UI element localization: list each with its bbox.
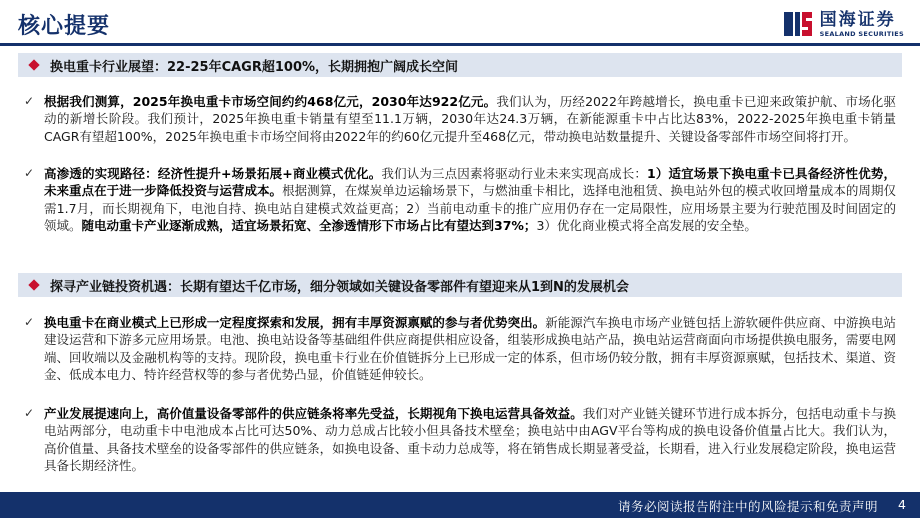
paragraph-body: 3）优化商业模式将全高发展的安全垫。 xyxy=(536,217,757,233)
paragraph-emphasis: 1）适宜场景下换电重卡已具备经济性优势，未来重点在于进一步降低投资与运营成本。 xyxy=(44,166,897,199)
slide-header xyxy=(0,0,920,46)
paragraph-market-size xyxy=(24,93,896,145)
section-heading-text: 探寻产业链投资机遇：长期有望达千亿市场，细分领域如关键设备零部件有望迎来从1到N的发展机会 xyxy=(50,280,629,295)
logo-chinese-name: 国海证券 xyxy=(819,9,896,30)
sealand-logo-icon xyxy=(782,8,814,40)
paragraph-lead: 换电重卡在商业模式上已形成一定程度探索和发展，拥有丰厚资源禀赋的参与者优势突出。 xyxy=(44,315,546,330)
slide-footer xyxy=(0,492,920,518)
section-heading-text: 换电重卡行业展望：22-25年CAGR超100%，长期拥抱广阔成长空间 xyxy=(50,60,459,75)
checkmark-icon: ✓ xyxy=(24,406,35,420)
paragraph-body: 我们认为三点因素将驱动行业未来实现高成长： xyxy=(381,166,648,181)
page-number: 4 xyxy=(898,497,906,512)
paragraph-supply-chain xyxy=(24,405,896,474)
company-logo xyxy=(782,6,904,42)
paragraph-penetration-path xyxy=(24,165,896,234)
section-heading-investment xyxy=(18,273,902,297)
checkmark-icon: ✓ xyxy=(24,315,35,329)
header-divider xyxy=(0,43,920,46)
logo-english-name: SEALAND SECURITIES xyxy=(819,29,904,38)
paragraph-body: 新能源汽车换电市场产业链包括上游软硬件供应商、中游换电站建设运营和下游多元应用场景。电池、换电站设备等基础组件供应商提供相应设备，组装形成换电站产品，换电站运营商面向市场提供换电服务，需要电网端、回收端以及金融机构等的支持。现阶段，换电重卡行业在价值链拆分上已形成一定的体系，但市场仍较分散，拥有丰厚资源禀赋，包括技术、渠道、资金、低成本电力、特许经营权等的参与者优势凸显，价值链延伸较长。 xyxy=(44,315,896,382)
diamond-bullet-icon xyxy=(28,279,39,290)
paragraph-business-model xyxy=(24,314,896,383)
checkmark-icon: ✓ xyxy=(24,94,35,108)
paragraph-body: 我们对产业链关键环节进行成本拆分，包括电动重卡与换电站两部分，电动重卡中电池成本占比可达50%、动力总成占比较小但具备技术壁垒；换电站中由AGV平台等构成的换电设备价值量占比大。我们认为，高价值量、具备技术壁垒的设备零部件的供应链条，如换电设备、重卡动力总成等，将在销售成长期显著受益，长期看，进入行业发展稳定阶段，换电运营具备长期经济性。 xyxy=(44,406,896,473)
disclaimer-text: 请务必阅读报告附注中的风险提示和免责声明 xyxy=(617,499,878,514)
paragraph-body: 我们认为，历经2022年跨越增长，换电重卡已迎来政策护航、市场化驱动的新增长阶段。我们预计，2025年换电重卡销量有望至11.1万辆，2030年达24.3万辆，在新能源重卡中占比达83%，2022-2025年换电重卡销量CAGR有望超100%，2025年换电重卡市场空间将由2022年的约60亿元提升至468亿元，带动换电站数量提升、关键设备零部件市场空间将打开。 xyxy=(44,94,896,144)
paragraph-emphasis: 随电动重卡产业逐渐成熟，适宜场景拓宽、全渗透情形下市场占比有望达到37%； xyxy=(81,217,537,233)
slide-title: 核心提要 xyxy=(18,14,111,39)
paragraph-lead: 高渗透的实现路径：经济性提升+场景拓展+商业模式优化。 xyxy=(44,166,382,181)
checkmark-icon: ✓ xyxy=(24,166,35,180)
paragraph-lead: 产业发展提速向上，高价值量设备零部件的供应链条将率先受益，长期视角下换电运营具备效益。 xyxy=(44,406,583,421)
paragraph-body: 根据测算，在煤炭单边运输场景下，与燃油重卡相比，选择电池租赁、换电站外包的模式收回增量成本的周期仅需1.7月，而长期视角下，电池自持、换电站自建模式效益更高；2）当前电动重卡的推广应用仍存在一定局限性，应用场景主要为行驶范围及时间固定的领域。 xyxy=(44,183,896,233)
section-heading-outlook xyxy=(18,53,902,77)
paragraph-lead: 根据我们测算，2025年换电重卡市场空间约约468亿元，2030年达922亿元。 xyxy=(44,94,497,109)
diamond-bullet-icon xyxy=(28,59,39,70)
